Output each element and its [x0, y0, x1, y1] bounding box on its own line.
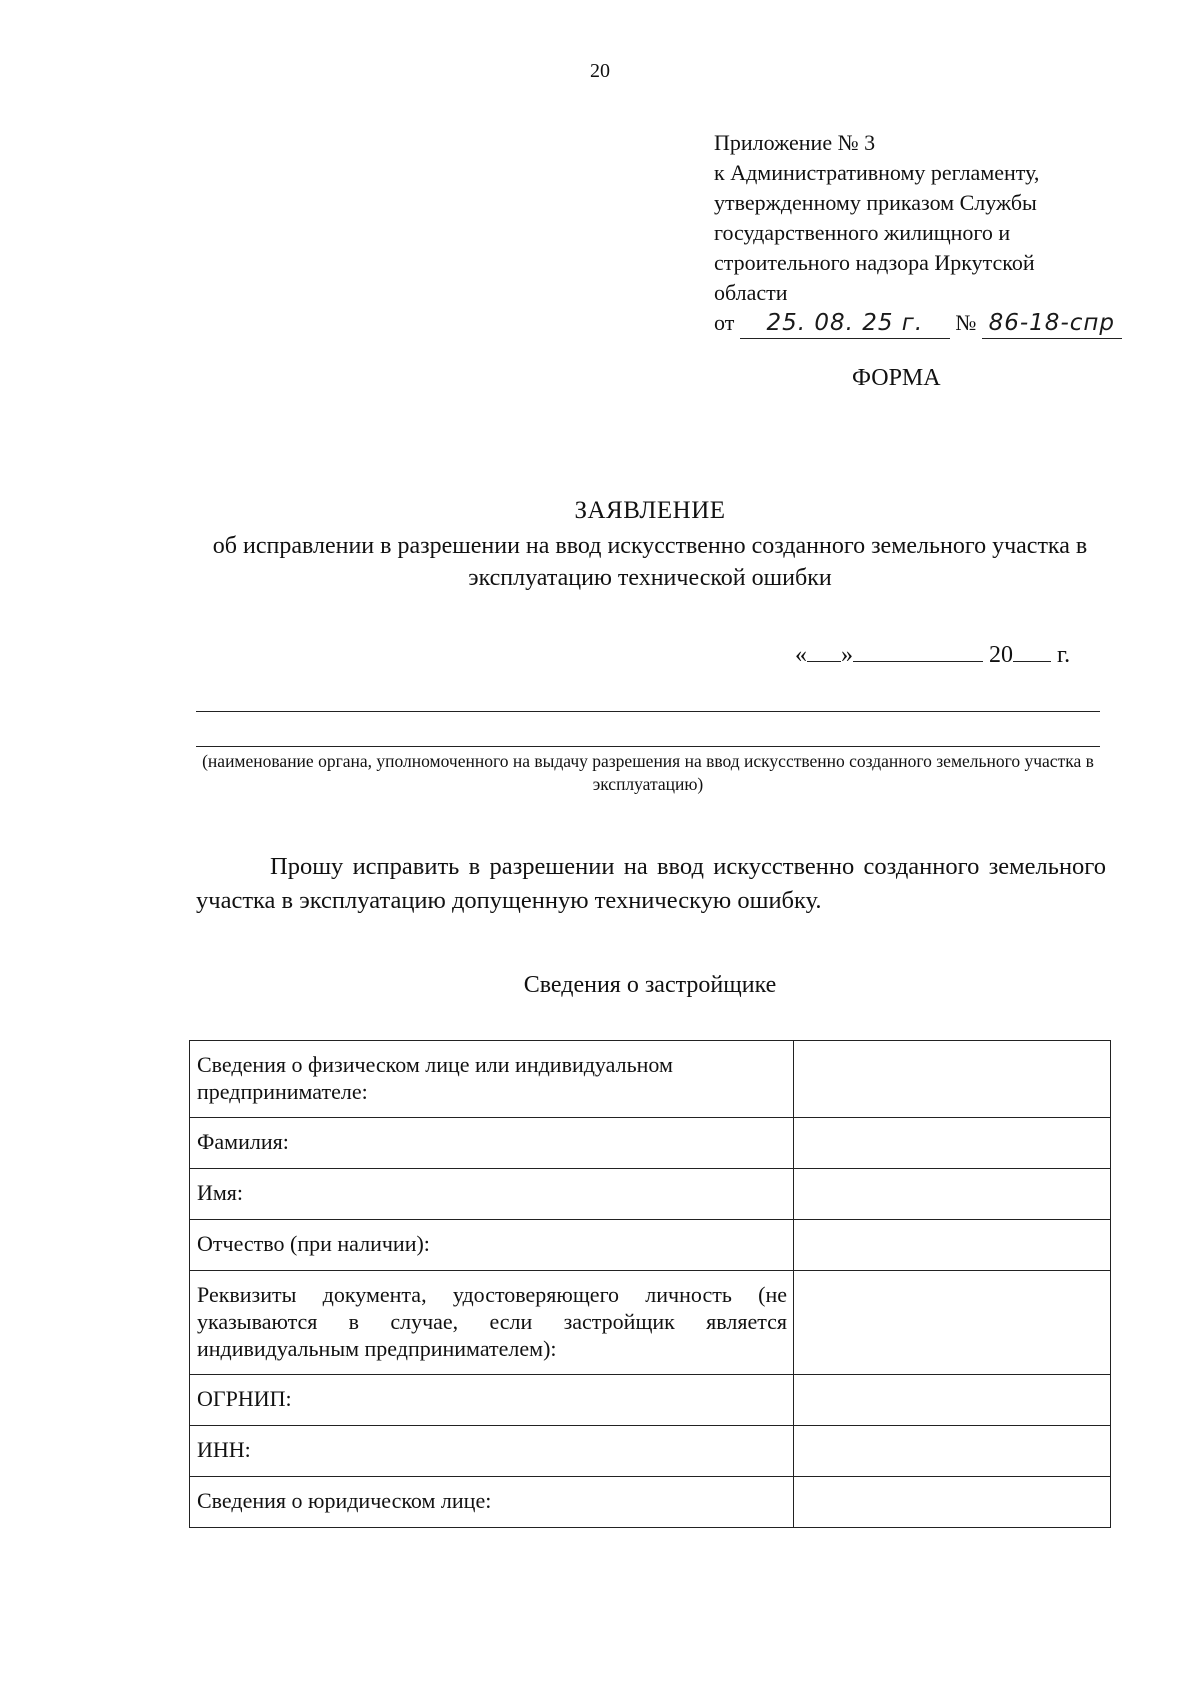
month-blank: [853, 641, 983, 662]
table-row: [190, 1169, 1111, 1220]
order-number-field: [982, 308, 1122, 339]
row-label: ИНН:: [190, 1426, 794, 1477]
number-label: №: [955, 310, 977, 335]
row-label: Сведения о физическом лице или индивидуальном предпринимателе:: [190, 1041, 794, 1118]
date-open-quote: «: [795, 642, 807, 668]
document-subtitle: об исправлении в разрешении на ввод искусственно созданного земельного участка в эксплуатацию технической ошибки: [212, 533, 1088, 591]
table-row: [190, 1118, 1111, 1169]
year-blank: [1013, 641, 1051, 662]
table-row: [190, 1041, 1111, 1118]
order-reference: [714, 308, 1154, 340]
day-blank: [807, 641, 841, 662]
appendix-line: утвержденному приказом Службы: [714, 190, 1037, 215]
year-suffix: г.: [1057, 642, 1071, 668]
year-prefix: 20: [989, 642, 1013, 668]
row-label: Реквизиты документа, удостоверяющего личность (не указываются в случае, если застройщик является индивидуальным предпринимателем):: [190, 1271, 794, 1375]
table-row: [190, 1220, 1111, 1271]
form-label: ФОРМА: [852, 365, 941, 391]
appendix-line: государственного жилищного и: [714, 220, 1011, 245]
row-value: [794, 1220, 1111, 1271]
row-value: [794, 1426, 1111, 1477]
table-row: [190, 1271, 1111, 1375]
table-row: [190, 1375, 1111, 1426]
order-date-field: [740, 308, 950, 339]
row-value: [794, 1169, 1111, 1220]
section-title: Сведения о застройщике: [523, 972, 777, 998]
row-value: [794, 1375, 1111, 1426]
appendix-line: к Административному регламенту,: [714, 160, 1040, 185]
from-label: от: [714, 310, 735, 335]
order-date-handwritten: 25. 08. 25 г.: [766, 310, 924, 336]
request-paragraph: Прошу исправить в разрешении на ввод искусственно созданного земельного участка в эксплуатацию допущенную техническую ошибку.: [196, 853, 1106, 914]
order-number-handwritten: 86-18-спр: [988, 310, 1116, 336]
document-title: ЗАЯВЛЕНИЕ: [574, 497, 726, 524]
appendix-line: строительного надзора Иркутской: [714, 250, 1035, 275]
table-row: [190, 1426, 1111, 1477]
appendix-block: [714, 128, 1154, 340]
row-label: ОГРНИП:: [190, 1375, 794, 1426]
row-value: [794, 1271, 1111, 1375]
authority-line-2: [196, 746, 1100, 747]
row-label: Сведения о юридическом лице:: [190, 1477, 794, 1528]
date-close-quote: »: [841, 642, 853, 668]
row-value: [794, 1041, 1111, 1118]
row-label: Имя:: [190, 1169, 794, 1220]
row-value: [794, 1477, 1111, 1528]
row-value: [794, 1118, 1111, 1169]
page-number: 20: [590, 60, 610, 82]
appendix-line: области: [714, 280, 788, 305]
date-line: [795, 641, 1070, 669]
table-row: [190, 1477, 1111, 1528]
row-label: Фамилия:: [190, 1118, 794, 1169]
authority-caption: (наименование органа, уполномоченного на выдачу разрешения на ввод искусственно созданного земельного участка в эксплуатацию): [202, 751, 1094, 794]
authority-line-1: [196, 711, 1100, 712]
developer-info-table: [189, 1040, 1111, 1528]
appendix-line: Приложение № 3: [714, 130, 876, 155]
row-label: Отчество (при наличии):: [190, 1220, 794, 1271]
